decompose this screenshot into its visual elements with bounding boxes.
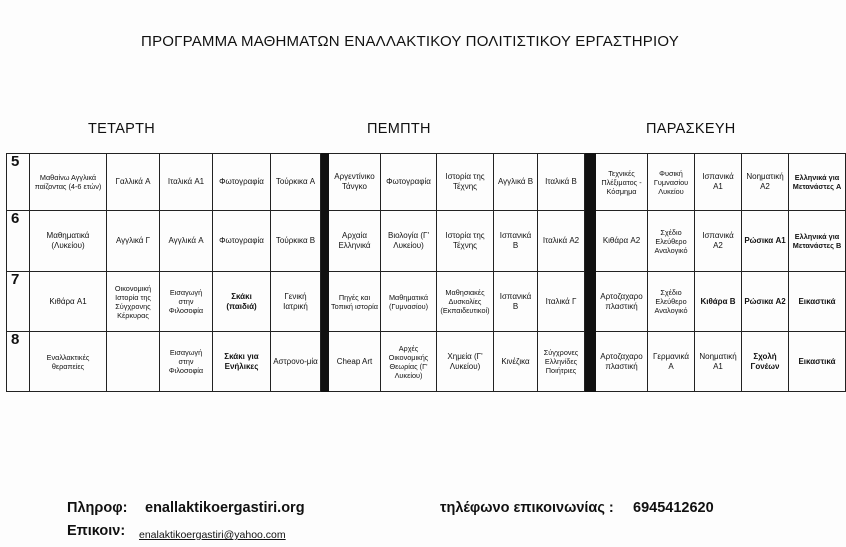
class-cell-friday: Σχέδιο Ελεύθερο Αναλογικό — [648, 211, 695, 272]
class-cell-friday: Ελληνικά για Μετανάστες B — [789, 211, 846, 272]
class-cell-wednesday: Σκάκι (παιδιά) — [213, 272, 271, 332]
class-cell-wednesday: Σκάκι για Ενήλικες — [213, 332, 271, 392]
class-cell-friday: Ισπανικά A2 — [695, 211, 742, 272]
class-cell-wednesday: Αγγλικά Γ — [107, 211, 160, 272]
class-cell-wednesday: Μαθαίνω Αγγλικά παίζοντας (4-6 ετών) — [30, 154, 107, 211]
class-cell-friday: Αρτοζαχαρο πλαστική — [596, 272, 648, 332]
day-header-wednesday: ΤΕΤΑΡΤΗ — [88, 121, 156, 137]
day-separator — [321, 272, 329, 332]
class-cell-friday: Κιθάρα A2 — [596, 211, 648, 272]
class-cell-wednesday: Εισαγωγή στην Φιλοσοφία — [160, 272, 213, 332]
footer-phone-label: τηλέφωνο επικοινωνίας : — [440, 500, 614, 516]
day-separator — [585, 154, 596, 211]
schedule-row — [7, 272, 846, 332]
class-cell-wednesday: Ιταλικά A1 — [160, 154, 213, 211]
class-cell-wednesday: Φωτογραφία — [213, 211, 271, 272]
schedule-table — [6, 153, 846, 392]
class-cell-thursday: Ισπανικά B — [494, 272, 538, 332]
day-separator — [585, 332, 596, 392]
class-cell-friday: Κιθάρα B — [695, 272, 742, 332]
class-cell-thursday: Αρχαία Ελληνικά — [329, 211, 381, 272]
class-cell-friday: Σχέδιο Ελεύθερο Αναλογικό — [648, 272, 695, 332]
class-cell-friday: Νοηματική A1 — [695, 332, 742, 392]
period-number: 8 — [7, 332, 30, 392]
class-cell-thursday: Ιστορία της Τέχνης — [437, 211, 494, 272]
class-cell-thursday: Ιταλικά B — [538, 154, 585, 211]
class-cell-thursday: Ιστορία της Τέχνης — [437, 154, 494, 211]
class-cell-wednesday: Οικονομική Ιστορία της Σύγχρονης Κέρκυρας — [107, 272, 160, 332]
class-cell-friday: Γερμανικά A — [648, 332, 695, 392]
class-cell-thursday: Ιταλικά A2 — [538, 211, 585, 272]
class-cell-friday: Αρτοζαχαρο πλαστική — [596, 332, 648, 392]
day-separator — [585, 211, 596, 272]
footer-contact-label: Επικοιν: — [67, 523, 126, 539]
class-cell-wednesday: Φωτογραφία — [213, 154, 271, 211]
class-cell-thursday: Κινέζικα — [494, 332, 538, 392]
class-cell-thursday: Βιολογία (Γ' Λυκείου) — [381, 211, 437, 272]
class-cell-thursday: Αγγλικά B — [494, 154, 538, 211]
page-title: ΠΡΟΓΡΑΜΜΑ ΜΑΘΗΜΑΤΩΝ ΕΝΑΛΛΑΚΤΙΚΟΥ ΠΟΛΙΤΙΣΤΙΚΟΥ ΕΡΓΑΣΤΗΡΙΟΥ — [141, 33, 679, 50]
class-cell-friday: Ελληνικά για Μετανάστες A — [789, 154, 846, 211]
class-cell-friday: Εικαστικά — [789, 272, 846, 332]
class-cell-wednesday — [107, 332, 160, 392]
class-cell-friday: Νοηματική A2 — [742, 154, 789, 211]
footer-info-label: Πληροφ: — [67, 500, 128, 516]
class-cell-wednesday: Εισαγωγή στην Φιλοσοφία — [160, 332, 213, 392]
class-cell-wednesday: Εναλλακτικές θεραπείες — [30, 332, 107, 392]
class-cell-thursday: Μαθηματικά (Γυμνασίου) — [381, 272, 437, 332]
class-cell-thursday: Αργεντίνικο Τάνγκο — [329, 154, 381, 211]
footer-phone: 6945412620 — [633, 500, 714, 516]
class-cell-thursday: Ιταλικά Γ — [538, 272, 585, 332]
footer-email-link[interactable]: enalaktikoergastiri@yahoo.com — [139, 529, 286, 541]
day-header-friday: ΠΑΡΑΣΚΕΥΗ — [646, 121, 736, 137]
class-cell-wednesday: Κιθάρα A1 — [30, 272, 107, 332]
schedule-row — [7, 154, 846, 211]
day-separator — [321, 154, 329, 211]
class-cell-thursday: Σύγχρονες Ελληνίδες Ποιήτριες — [538, 332, 585, 392]
class-cell-thursday: Πηγές και Τοπική ιστορία — [329, 272, 381, 332]
class-cell-thursday: Αρχές Οικονομικής Θεωρίας (Γ' Λυκείου) — [381, 332, 437, 392]
day-separator — [321, 211, 329, 272]
class-cell-friday: Ρώσικα A1 — [742, 211, 789, 272]
class-cell-friday: Εικαστικά — [789, 332, 846, 392]
class-cell-wednesday: Γαλλικά A — [107, 154, 160, 211]
class-cell-friday: Φυσική Γυμνασίου Λυκείου — [648, 154, 695, 211]
footer-website[interactable]: enallaktikoergastiri.org — [145, 500, 305, 516]
class-cell-wednesday: Μαθηματικά (Λυκείου) — [30, 211, 107, 272]
schedule-row — [7, 211, 846, 272]
period-number: 6 — [7, 211, 30, 272]
class-cell-thursday: Μαθησιακές Δυσκολίες (Εκπαιδευτικοί) — [437, 272, 494, 332]
period-number: 5 — [7, 154, 30, 211]
class-cell-wednesday: Αγγλικά A — [160, 211, 213, 272]
class-cell-wednesday: Τούρκικα A — [271, 154, 321, 211]
class-cell-wednesday: Γενική Ιατρική — [271, 272, 321, 332]
class-cell-friday: Ρώσικα A2 — [742, 272, 789, 332]
class-cell-friday: Ισπανικά A1 — [695, 154, 742, 211]
class-cell-wednesday: Τούρκικα B — [271, 211, 321, 272]
period-number: 7 — [7, 272, 30, 332]
class-cell-thursday: Ισπανικά B — [494, 211, 538, 272]
day-separator — [321, 332, 329, 392]
day-separator — [585, 272, 596, 332]
class-cell-friday: Τεχνικές Πλέξιματος - Κόσμημα — [596, 154, 648, 211]
class-cell-friday: Σχολή Γονέων — [742, 332, 789, 392]
class-cell-thursday: Φωτογραφία — [381, 154, 437, 211]
class-cell-thursday: Χημεία (Γ' Λυκείου) — [437, 332, 494, 392]
schedule-row — [7, 332, 846, 392]
class-cell-thursday: Cheap Art — [329, 332, 381, 392]
class-cell-wednesday: Αστρονο-μία — [271, 332, 321, 392]
day-header-thursday: ΠΕΜΠΤΗ — [367, 121, 431, 137]
